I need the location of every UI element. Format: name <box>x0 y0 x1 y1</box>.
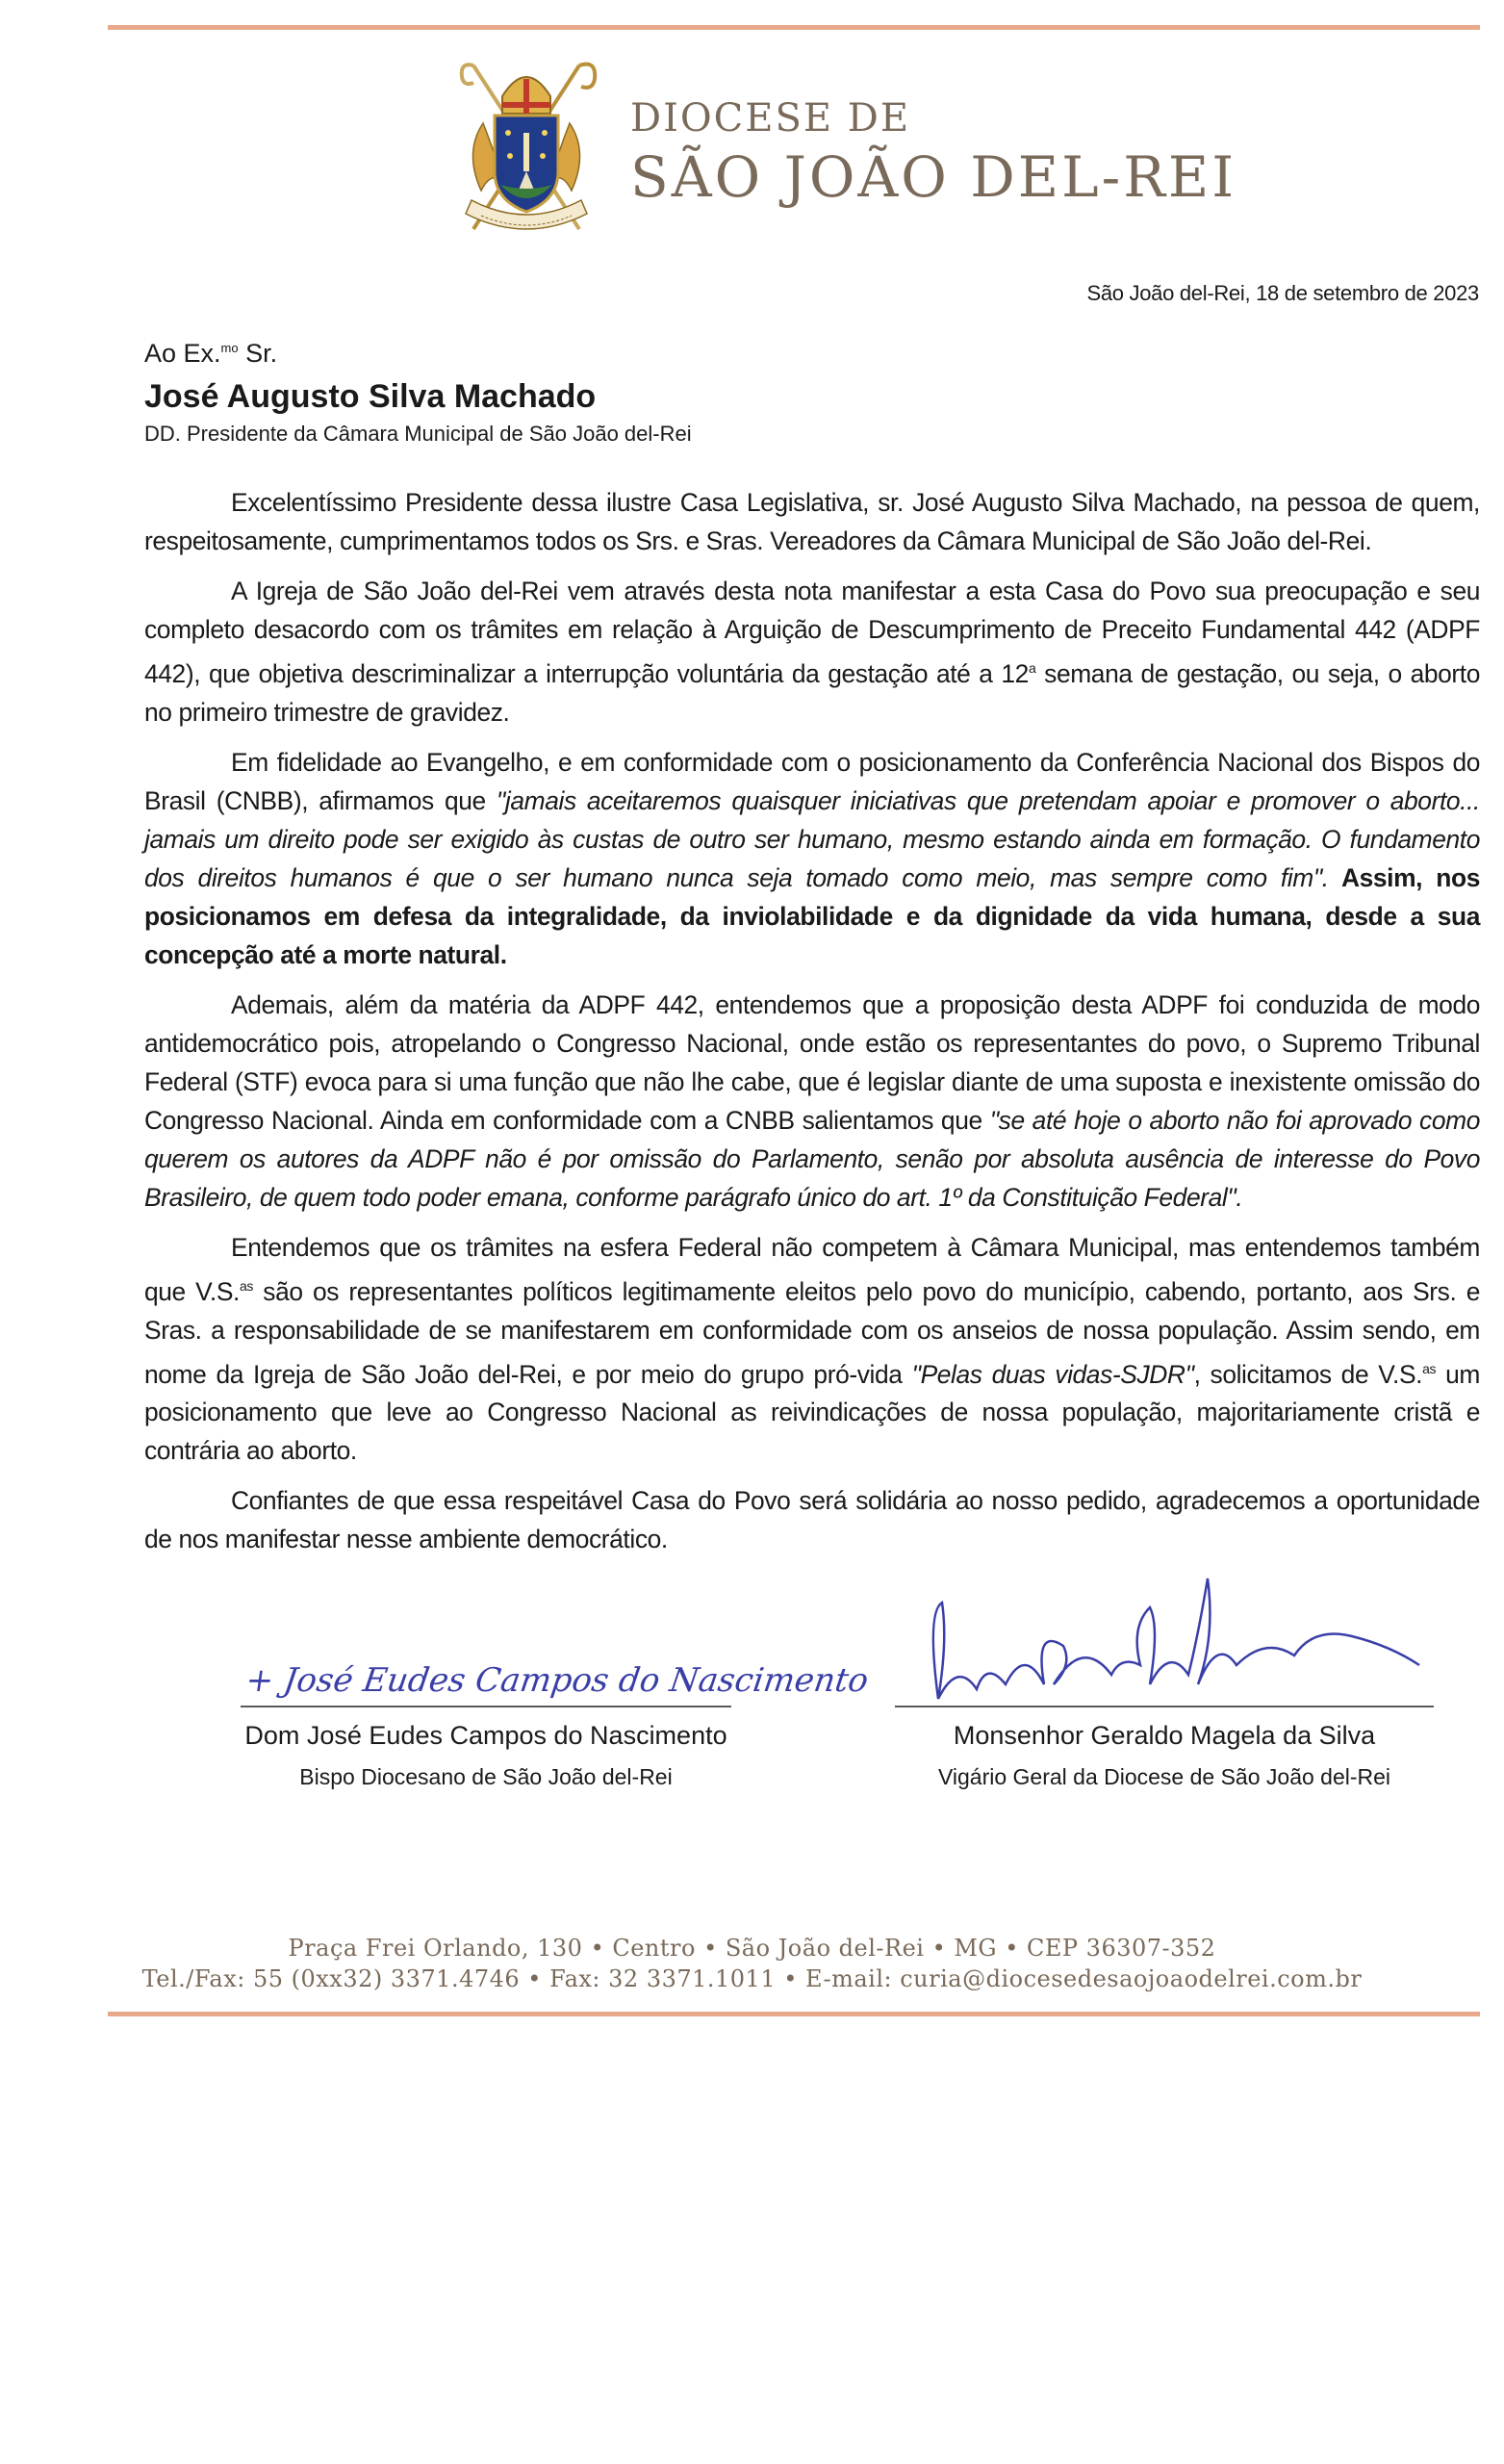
greeting: Ao Ex.$^{mo}$ Sr. <box>144 339 278 368</box>
brand-line1: DIOCESE DE <box>630 96 911 141</box>
letter-date: São João del-Rei, 18 de setembro de 2023 <box>1086 281 1479 305</box>
paragraph-4: Ademais, além da matéria da ADPF 442, entendemos que a proposição desta ADPF foi conduzida de modo antidemocrático pois, atropelando o Congresso Nacional, onde estão os representantes do povo, o Supremo Tribunal Federal (STF) evoca para si uma função que não lhe cabe, que é legislar diante de uma suposta e inexistente omissão do Congresso Nacional. Ainda em conformidade com a CNBB salientamos que "se até hoje o aborto não foi aprovado como querem os autores da ADPF não é por omissão do Parlamento, senão por absoluta ausência de interesse do Povo Brasileiro, de quem todo poder emana, conforme parágrafo único do art. 1º da Constituição Federal". <box>144 989 1480 1212</box>
footer-phone-email: Tel./Fax: 55 (0xx32) 3371.4746 • Fax: 32 3371.1011 • E-mail: curia@diocesedesaojoaodelrei.com.br <box>141 1965 1363 1992</box>
addressee-role: DD. Presidente da Câmara Municipal de São João del-Rei <box>144 422 692 446</box>
handwritten-signature-bishop <box>241 1583 871 1718</box>
top-divider <box>108 25 1480 30</box>
paragraph-5: Entendemos que os trâmites na esfera Federal não competem à Câmara Municipal, mas entendemos também que V.S.$^{as}$ são os representantes políticos legitimamente eleitos pelo povo do município, cabendo, portanto, aos Srs. e Sras. a responsabilidade de se manifestarem em conformidade com os anseios de nossa população. Assim sendo, em nome da Igreja de São João del-Rei, e por meio do grupo pró-vida "Pelas duas vidas-SJDR", solicitamos de V.S.$^{as}$ um posicionamento que leve ao Congresso Nacional as reivindicações de nossa população, majoritariamente cristã e contrária ao aborto. <box>144 1232 1480 1466</box>
footer-address: Praça Frei Orlando, 130 • Centro • São João del-Rei • MG • CEP 36307-352 <box>288 1935 1216 1962</box>
signature-script: + José Eudes Campos do Nascimento <box>243 1661 871 1700</box>
signature-scribble <box>933 1578 1419 1699</box>
signer-title: Vigário Geral da Diocese de São João del-Rei <box>937 1764 1391 1789</box>
bottom-divider <box>108 2012 1480 2016</box>
paragraph-3: Em fidelidade ao Evangelho, e em conformidade com o posicionamento da Conferência Nacional dos Bispos do Brasil (CNBB), afirmamos que "jamais aceitaremos quaisquer iniciativas que pretendam apoiar e promover o aborto... jamais um direito pode ser exigido às custas de outro ser humano, mesmo estando ainda em formação. O fundamento dos direitos humanos é que o ser humano nunca seja tomado como meio, mas sempre como fim". Assim, nos posicionamos em defesa da integralidade, da inviolabilidade e da dignidade da vida humana, desde a sua concepção até a morte natural. <box>144 747 1480 969</box>
diocese-crest-icon <box>445 56 608 239</box>
paragraph-6: Confiantes de que essa respeitável Casa do Povo será solidária ao nosso pedido, agradecemos a oportunidade de nos manifestar nesse ambiente democrático. <box>144 1486 1480 1554</box>
brand-line2: SÃO JOÃO DEL-REI <box>630 144 1237 210</box>
signature-block-bishop <box>241 1583 871 1789</box>
addressee-name: José Augusto Silva Machado <box>144 378 597 415</box>
signer-title: Bispo Diocesano de São João del-Rei <box>299 1764 673 1789</box>
paragraph-1: Excelentíssimo Presidente dessa ilustre Casa Legislativa, sr. José Augusto Silva Machado, na pessoa de quem, respeitosamente, cumprimentamos todos os Srs. e Sras. Vereadores da Câmara Municipal de São João del-Rei. <box>144 488 1480 555</box>
signer-name: Monsenhor Geraldo Magela da Silva <box>953 1721 1376 1750</box>
letter-body <box>144 483 1480 1570</box>
addressee-block <box>144 339 692 447</box>
paragraph-2: A Igreja de São João del-Rei vem através desta nota manifestar a esta Casa do Povo sua preocupação e seu completo desacordo com os trâmites em relação à Arguição de Descumprimento de Preceito Fundamental 442 (ADPF 442), que objetiva descriminalizar a interrupção voluntária da gestação até a 12$^a$ semana de gestação, ou seja, o aborto no primeiro trimestre de gravidez. <box>144 577 1480 727</box>
signature-block-vicar <box>895 1583 1434 1789</box>
diocese-brand <box>630 96 1236 210</box>
handwritten-signature-vicar <box>895 1583 1434 1718</box>
signer-name: Dom José Eudes Campos do Nascimento <box>244 1721 727 1750</box>
footer-contact <box>0 1935 1504 1992</box>
